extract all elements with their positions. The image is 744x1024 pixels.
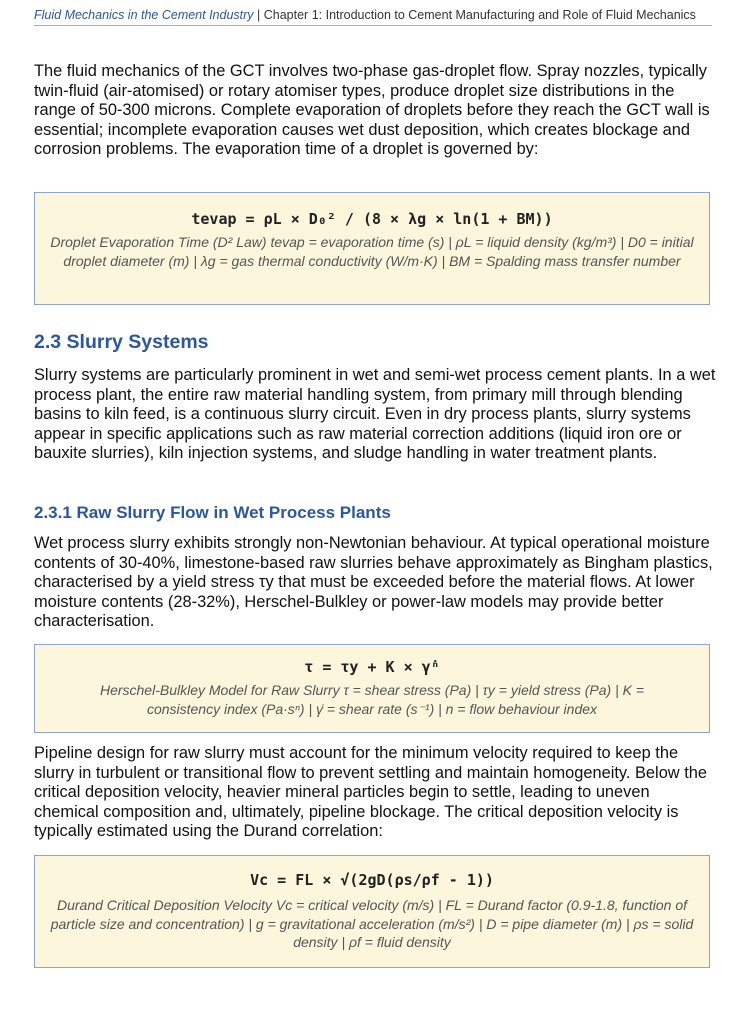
herschel-bulkley-caption: Herschel-Bulkley Model for Raw Slurry τ = shear stress (Pa) | τy = yield stress (Pa) | K = consistency index (Pa·sⁿ) | γ̇ = shear rate (s⁻¹) | n = flow behaviour index — [99, 682, 645, 717]
gct-intro-paragraph: The fluid mechanics of the GCT involves two-phase gas-droplet flow. Spray nozzles, typically twin-fluid (air-atomised) or rotary atomiser types, produce droplet size distributions in the range of 50-300 microns. Complete evaporation of droplets before they reach the GCT wall is essential; incomplete evaporation causes wet dust deposition, which creates blockage and corrosion problems. The evaporation time of a droplet is governed by: — [34, 62, 710, 159]
evaporation-formula: tevap = ρL × D₀² / (8 × λg × ln(1 + BM)) — [191, 210, 553, 228]
evaporation-caption: Droplet Evaporation Time (D² Law) tevap = evaporation time (s) | ρL = liquid density (kg/m³) | D0 = initial droplet diameter (m) | λg = gas thermal conductivity (W/m·K) | BM = Spalding mass transfer number — [50, 234, 694, 269]
durand-caption: Durand Critical Deposition Velocity Vc = critical velocity (m/s) | FL = Durand factor (0.9-1.8, function of particle size and concentration) | g = gravitational acceleration (m/s²) | D = pipe diameter (m) | ρs = solid density | ρf = fluid density — [50, 897, 694, 950]
section-heading-slurry-systems: 2.3 Slurry Systems — [34, 331, 209, 353]
header-separator: | — [253, 8, 264, 22]
herschel-bulkley-equation-box — [34, 644, 710, 733]
durand-equation-box — [34, 855, 710, 968]
raw-slurry-paragraph: Wet process slurry exhibits strongly non-Newtonian behaviour. At typical operational moisture contents of 30-40%, limestone-based raw slurries behave approximately as Bingham plastics, characterised by a yield stress τy that must be exceeded before the material flows. At lower moisture contents (28-32%), Herschel-Bulkley or power-law models may provide better characterisation. — [34, 534, 713, 631]
book-title: Fluid Mechanics in the Cement Industry — [34, 8, 254, 22]
evaporation-equation-box — [34, 192, 710, 305]
chapter-title: Chapter 1: Introduction to Cement Manufacturing and Role of Fluid Mechanics — [263, 8, 696, 22]
slurry-intro-paragraph: Slurry systems are particularly prominent in wet and semi-wet process cement plants. In a wet process plant, the entire raw material handling system, from primary mill through blending basins to kiln feed, is a continuous slurry circuit. Even in dry process plants, slurry systems appear in specific applications such as raw material correction additions (liquid iron ore or bauxite slurries), kiln injection systems, and sludge handling in water treatment plants. — [34, 366, 716, 463]
running-header — [34, 7, 712, 26]
subsection-heading-raw-slurry: 2.3.1 Raw Slurry Flow in Wet Process Plants — [34, 503, 391, 522]
pipeline-paragraph: Pipeline design for raw slurry must account for the minimum velocity required to keep the slurry in turbulent or transitional flow to prevent settling and maintain homogeneity. Below the critical deposition velocity, heavier mineral particles begin to settle, leading to uneven chemical composition and, ultimately, pipeline blockage. The critical deposition velocity is typically estimated using the Durand correlation: — [34, 744, 707, 841]
herschel-bulkley-formula: τ = τy + K × γ̇ⁿ — [304, 658, 440, 676]
durand-formula: Vc = FL × √(2gD(ρs/ρf - 1)) — [250, 871, 494, 889]
